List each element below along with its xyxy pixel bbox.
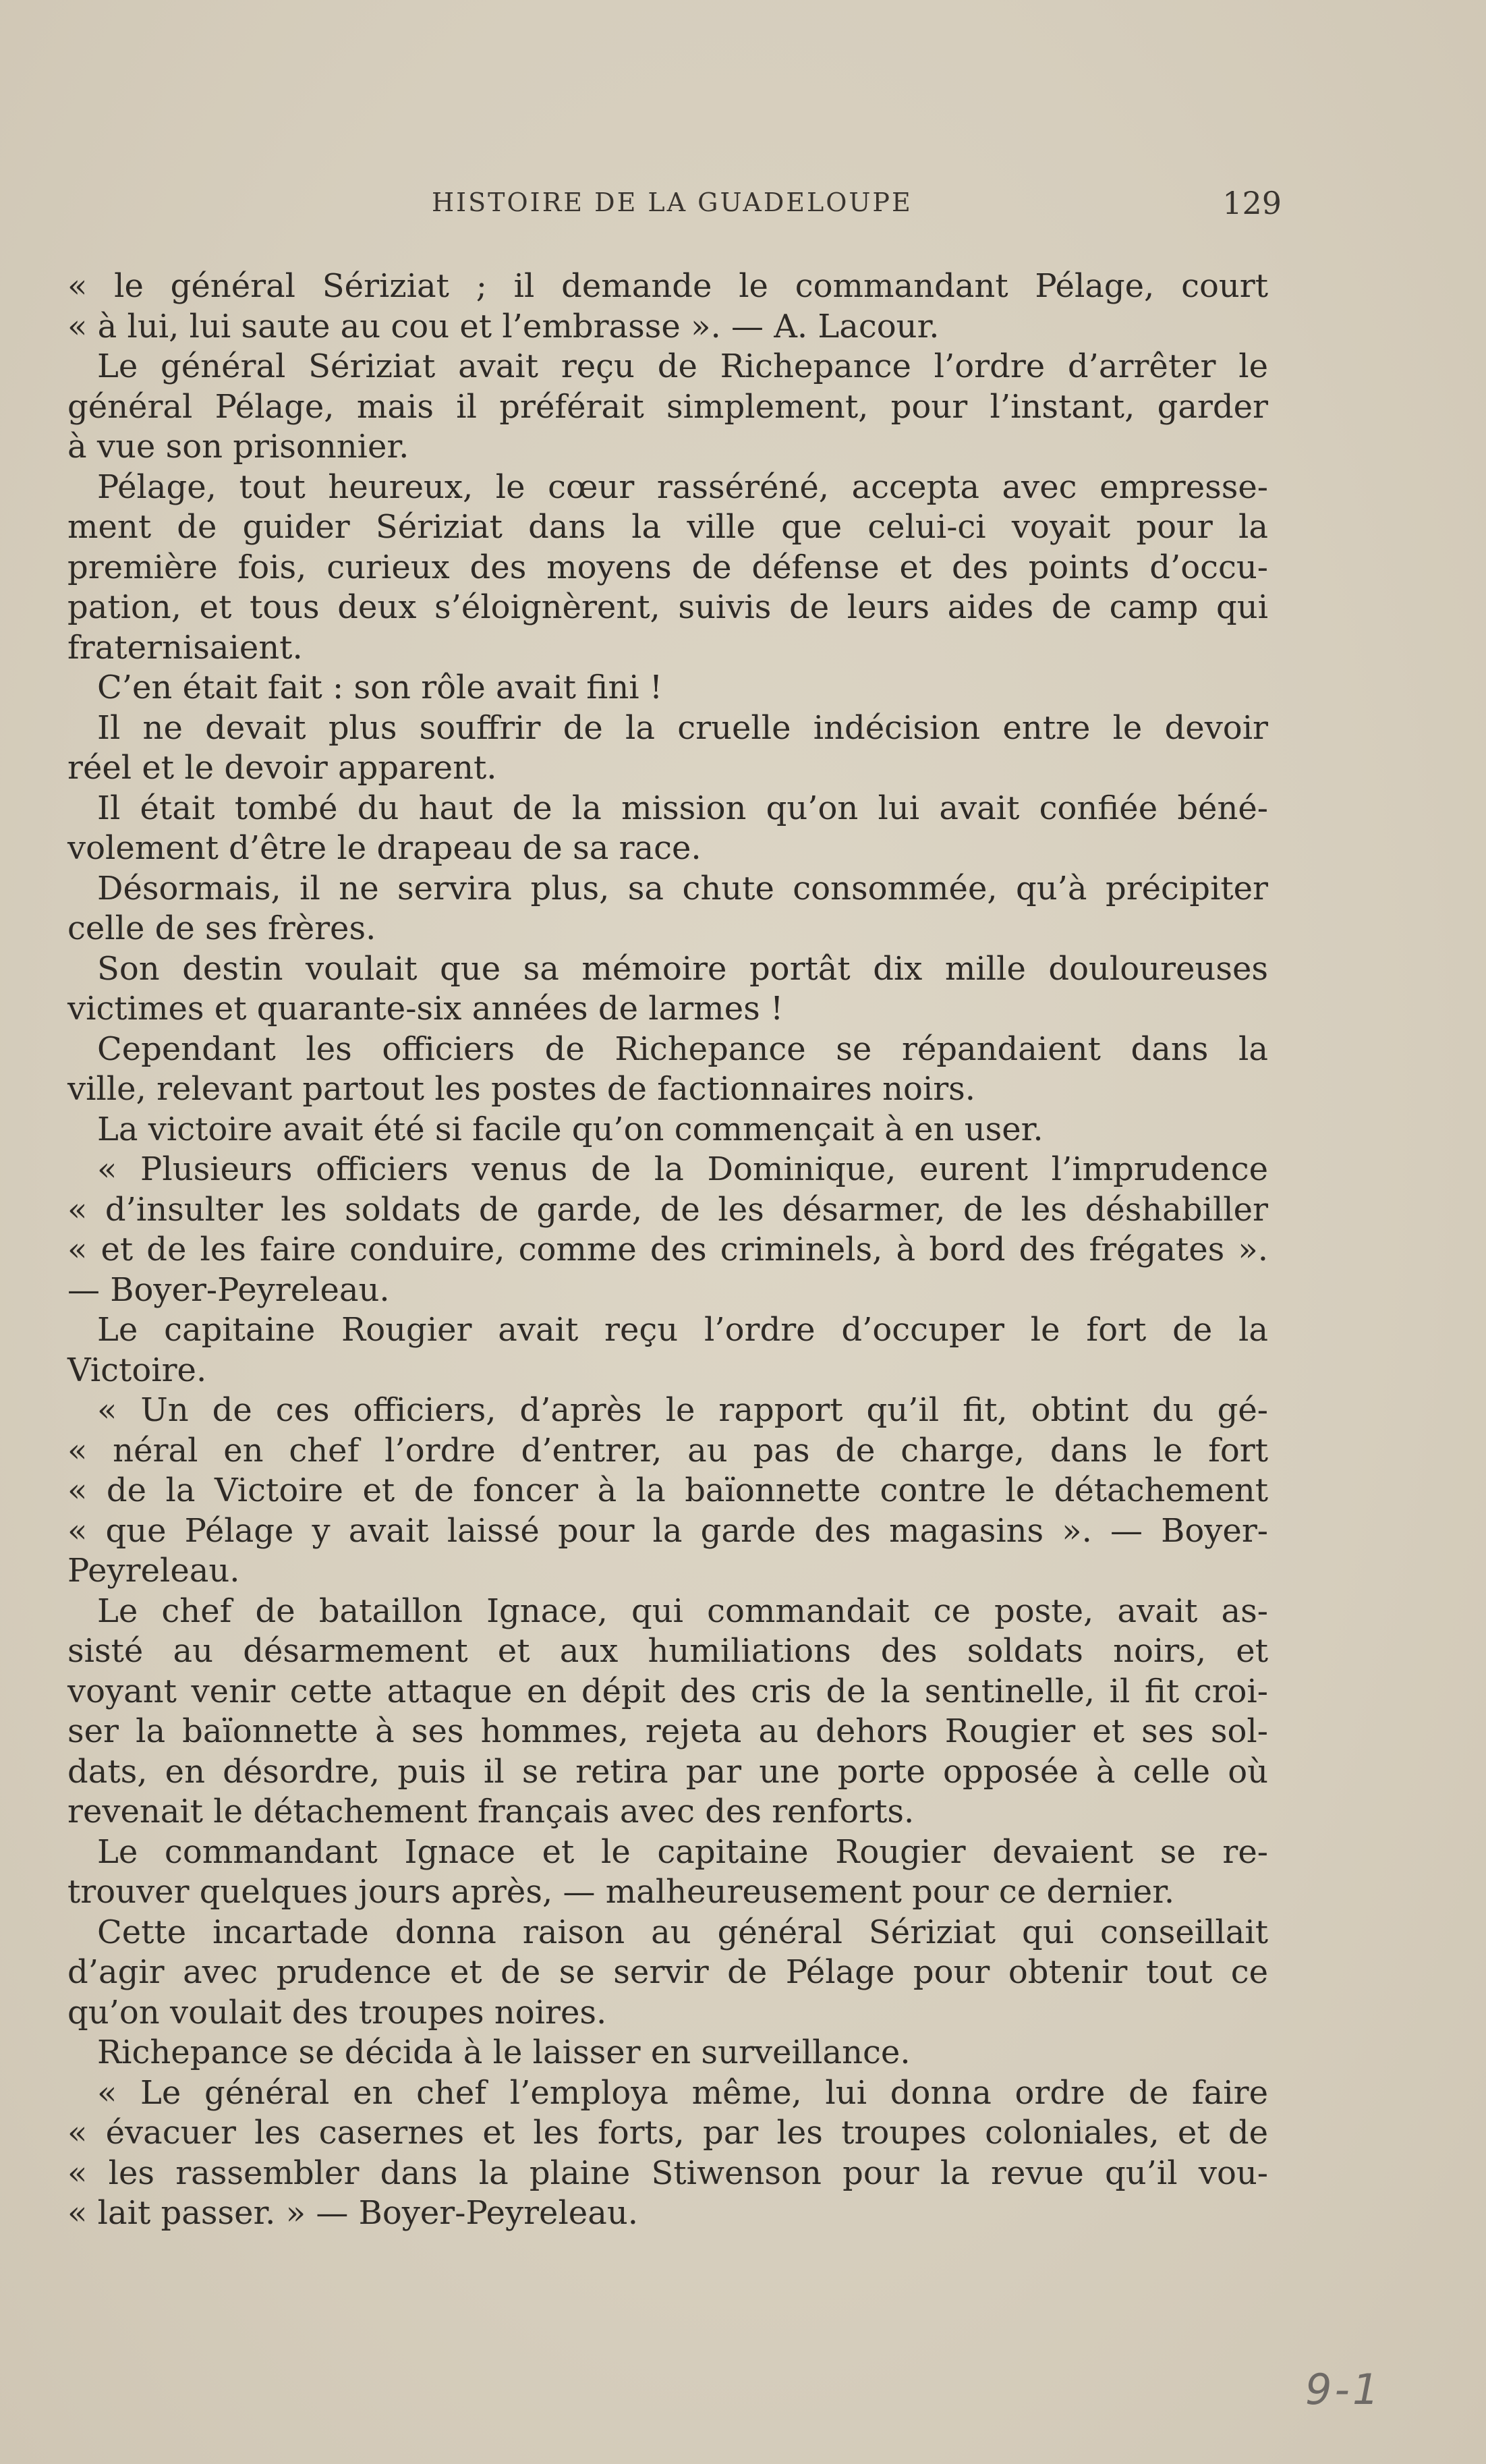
text-line: sisté au désarmement et aux humiliations des soldats noirs, et — [67, 1632, 1268, 1670]
text-line: Victoire. — [67, 1351, 207, 1389]
text-line: à vue son prisonnier. — [67, 428, 409, 466]
text-line: première fois, curieux des moyens de défense et des points d’occu- — [67, 548, 1268, 586]
text-line: Il ne devait plus souffrir de la cruelle indécision entre le devoir — [97, 708, 1268, 747]
text-line: Désormais, il ne servira plus, sa chute consommée, qu’à précipiter — [97, 869, 1268, 907]
text-line: « que Pélage y avait laissé pour la garde des magasins ». — Boyer- — [67, 1511, 1268, 1550]
text-line: « et de les faire conduire, comme des criminels, à bord des frégates ». — [67, 1231, 1268, 1268]
text-line: Cependant les officiers de Richepance se répandaient dans la — [97, 1030, 1268, 1068]
text-line: réel et le devoir apparent. — [67, 749, 497, 787]
text-line: Le général Sériziat avait reçu de Richepance l’ordre d’arrêter le — [97, 347, 1268, 385]
text-line: La victoire avait été si facile qu’on commençait à en user. — [97, 1110, 1044, 1148]
text-line: voyant venir cette attaque en dépit des cris de la sentinelle, il fit croi- — [67, 1672, 1268, 1710]
text-line: « d’insulter les soldats de garde, de les désarmer, de les déshabiller — [67, 1190, 1268, 1229]
text-line: Le commandant Ignace et le capitaine Rougier devaient se re- — [97, 1832, 1268, 1871]
handwritten-annotation: 9-1 — [1305, 2365, 1382, 2414]
text-line: Richepance se décida à le laisser en surveillance. — [97, 2034, 911, 2071]
text-line: dats, en désordre, puis il se retira par une porte opposée à celle où — [67, 1752, 1268, 1791]
text-line: ville, relevant partout les postes de factionnaires noirs. — [67, 1070, 976, 1108]
text-line: volement d’être le drapeau de sa race. — [67, 829, 702, 867]
text-line: général Pélage, mais il préférait simplement, pour l’instant, garder — [67, 387, 1268, 426]
text-line: d’agir avec prudence et de se servir de Pélage pour obtenir tout ce — [67, 1953, 1268, 1991]
text-line: Peyreleau. — [67, 1552, 240, 1590]
text-line: « Plusieurs officiers venus de la Dominique, eurent l’imprudence — [97, 1150, 1268, 1188]
text-line: « les rassembler dans la plaine Stiwenson pour la revue qu’il vou- — [67, 2154, 1268, 2192]
text-line: qu’on voulait des troupes noires. — [67, 1993, 607, 2032]
text-line: ser la baïonnette à ses hommes, rejeta au dehors Rougier et ses sol- — [67, 1712, 1268, 1750]
text-line: « évacuer les casernes et les forts, par les troupes coloniales, et de — [67, 2114, 1268, 2152]
text-line: Le chef de bataillon Ignace, qui commandait ce poste, avait as- — [97, 1592, 1268, 1630]
text-line: « Un de ces officiers, d’après le rapport qu’il fit, obtint du gé- — [97, 1391, 1268, 1429]
text-line: fraternisaient. — [67, 628, 303, 667]
text-line: — Boyer-Peyreleau. — [67, 1270, 390, 1309]
text-line: Cette incartade donna raison au général Sériziat qui conseillait — [97, 1913, 1268, 1951]
page-header — [67, 185, 1282, 228]
text-line: « néral en chef l’ordre d’entrer, au pas de charge, dans le fort — [67, 1431, 1268, 1469]
text-line: celle de ses frères. — [67, 909, 376, 947]
text-line: Pélage, tout heureux, le cœur rasséréné, accepta avec empresse- — [97, 468, 1268, 506]
text-line: « Le général en chef l’employa même, lui donna ordre de faire — [97, 2073, 1268, 2112]
text-line: ment de guider Sériziat dans la ville que celui-ci voyait pour la — [67, 508, 1268, 546]
text-line: Son destin voulait que sa mémoire portât dix mille douloureuses — [97, 949, 1268, 988]
text-line: « le général Sériziat ; il demande le commandant Pélage, court — [67, 267, 1268, 305]
page-number: 129 — [1222, 185, 1282, 221]
text-line: pation, et tous deux s’éloignèrent, suivis de leurs aides de camp qui — [67, 588, 1268, 626]
text-line: revenait le détachement français avec des renforts. — [67, 1793, 915, 1830]
body-text — [67, 267, 1268, 2234]
text-line: Le capitaine Rougier avait reçu l’ordre d’occuper le fort de la — [97, 1311, 1268, 1349]
running-title: HISTOIRE DE LA GUADELOUPE — [432, 188, 913, 217]
text-line: « lait passer. » — Boyer-Peyreleau. — [67, 2194, 638, 2232]
text-line: C’en était fait : son rôle avait fini ! — [97, 669, 663, 706]
text-line: « à lui, lui saute au cou et l’embrasse ». — A. Lacour. — [67, 307, 940, 345]
text-line: Il était tombé du haut de la mission qu’on lui avait confiée béné- — [97, 789, 1268, 827]
text-line: victimes et quarante-six années de larmes ! — [67, 990, 784, 1028]
text-line: « de la Victoire et de foncer à la baïonnette contre le détachement — [67, 1472, 1268, 1509]
text-line: trouver quelques jours après, — malheureusement pour ce dernier. — [67, 1873, 1175, 1911]
